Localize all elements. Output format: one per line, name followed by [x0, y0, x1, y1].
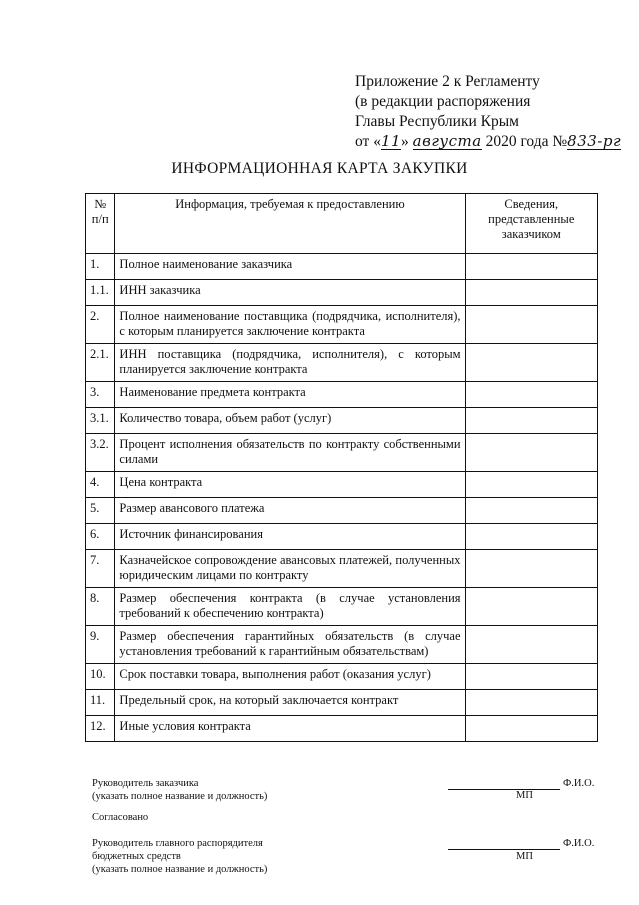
row-text: Наименование предмета контракта	[115, 382, 465, 408]
table-row	[86, 626, 598, 664]
row-number: 2.	[86, 306, 115, 344]
table-row	[86, 664, 598, 690]
row-text: ИНН поставщика (подрядчика, исполнителя), с которым планируется заключение контракта	[115, 344, 465, 382]
date-quote-close: »	[401, 133, 409, 150]
row-number: 4.	[86, 472, 115, 498]
table-row	[86, 344, 598, 382]
row-number: 11.	[86, 690, 115, 716]
row-text: Количество товара, объем работ (услуг)	[115, 408, 465, 434]
stamp-label-chief: МП	[516, 851, 533, 862]
row-value-cell[interactable]	[465, 382, 597, 408]
row-value-cell[interactable]	[465, 588, 597, 626]
header-provided: Сведения, представленные заказчиком	[465, 194, 597, 254]
row-number: 3.2.	[86, 434, 115, 472]
row-number: 1.1.	[86, 280, 115, 306]
row-value-cell[interactable]	[465, 626, 597, 664]
row-number: 9.	[86, 626, 115, 664]
table-row	[86, 524, 598, 550]
handwritten-month: августа	[412, 132, 482, 150]
row-value-cell[interactable]	[465, 472, 597, 498]
header-number: № п/п	[86, 194, 115, 254]
fio-label-chief: Ф.И.О.	[563, 838, 595, 849]
row-value-cell[interactable]	[465, 280, 597, 306]
row-value-cell[interactable]	[465, 690, 597, 716]
row-number: 5.	[86, 498, 115, 524]
row-value-cell[interactable]	[465, 306, 597, 344]
chief-holder-block	[92, 837, 267, 876]
table-row	[86, 472, 598, 498]
row-value-cell[interactable]	[465, 498, 597, 524]
row-value-cell[interactable]	[465, 550, 597, 588]
number-sign: №	[552, 133, 568, 150]
row-text: Полное наименование поставщика (подрядчика, исполнителя), с которым планируется заключение контракта	[115, 306, 465, 344]
appendix-line-2: (в редакции распоряжения	[355, 93, 531, 110]
row-text: Источник финансирования	[115, 524, 465, 550]
row-value-cell[interactable]	[465, 524, 597, 550]
row-value-cell[interactable]	[465, 344, 597, 382]
row-text: Цена контракта	[115, 472, 465, 498]
row-value-cell[interactable]	[465, 716, 597, 742]
row-number: 6.	[86, 524, 115, 550]
appendix-line-1: Приложение 2 к Регламенту	[355, 73, 540, 90]
appendix-header	[355, 72, 625, 152]
row-text: Полное наименование заказчика	[115, 254, 465, 280]
customer-head-block	[92, 777, 267, 803]
document-title: ИНФОРМАЦИОННАЯ КАРТА ЗАКУПКИ	[171, 160, 468, 177]
row-number: 3.1.	[86, 408, 115, 434]
row-number: 12.	[86, 716, 115, 742]
row-text: ИНН заказчика	[115, 280, 465, 306]
row-text: Срок поставки товара, выполнения работ (оказания услуг)	[115, 664, 465, 690]
row-number: 8.	[86, 588, 115, 626]
table-row	[86, 382, 598, 408]
chief-holder-label-2: бюджетных средств	[92, 851, 181, 862]
row-value-cell[interactable]	[465, 664, 597, 690]
handwritten-number: 833-рг	[567, 132, 622, 150]
row-number: 3.	[86, 382, 115, 408]
date-year: 2020 года	[485, 133, 549, 150]
chief-holder-label-1: Руководитель главного распорядителя	[92, 838, 263, 849]
table-row	[86, 690, 598, 716]
table-row	[86, 498, 598, 524]
table-row	[86, 254, 598, 280]
date-prefix: от «	[355, 133, 381, 150]
chief-holder-note: (указать полное название и должность)	[92, 864, 268, 875]
customer-head-note: (указать полное название и должность)	[92, 791, 268, 802]
row-text: Размер авансового платежа	[115, 498, 465, 524]
row-text: Размер обеспечения контракта (в случае установления требований к обеспечению контракта)	[115, 588, 465, 626]
agreed-label: Согласовано	[92, 812, 149, 823]
table-row	[86, 434, 598, 472]
appendix-date-line	[355, 132, 625, 152]
row-text: Иные условия контракта	[115, 716, 465, 742]
table-row	[86, 588, 598, 626]
header-info: Информация, требуемая к предоставлению	[115, 194, 465, 254]
row-number: 1.	[86, 254, 115, 280]
table-row	[86, 408, 598, 434]
row-number: 10.	[86, 664, 115, 690]
table-row	[86, 716, 598, 742]
table-row	[86, 306, 598, 344]
appendix-line-3: Главы Республики Крым	[355, 113, 519, 130]
row-text: Казначейское сопровождение авансовых платежей, полученных юридическим лицами по контракту	[115, 550, 465, 588]
table-row	[86, 550, 598, 588]
procurement-info-table	[85, 193, 598, 742]
stamp-label-customer: МП	[516, 790, 533, 801]
table-row	[86, 280, 598, 306]
table-header-row	[86, 194, 598, 254]
signature-line-chief	[448, 849, 560, 850]
row-number: 7.	[86, 550, 115, 588]
fio-label-customer: Ф.И.О.	[563, 778, 595, 789]
row-value-cell[interactable]	[465, 408, 597, 434]
row-text: Размер обеспечения гарантийных обязательств (в случае установления требований к гарантийным обязательствам)	[115, 626, 465, 664]
handwritten-day: 11	[380, 132, 402, 150]
row-number: 2.1.	[86, 344, 115, 382]
customer-head-label: Руководитель заказчика	[92, 778, 199, 789]
row-text: Процент исполнения обязательств по контракту собственными силами	[115, 434, 465, 472]
row-value-cell[interactable]	[465, 254, 597, 280]
signature-line-customer	[448, 789, 560, 790]
row-value-cell[interactable]	[465, 434, 597, 472]
row-text: Предельный срок, на который заключается контракт	[115, 690, 465, 716]
